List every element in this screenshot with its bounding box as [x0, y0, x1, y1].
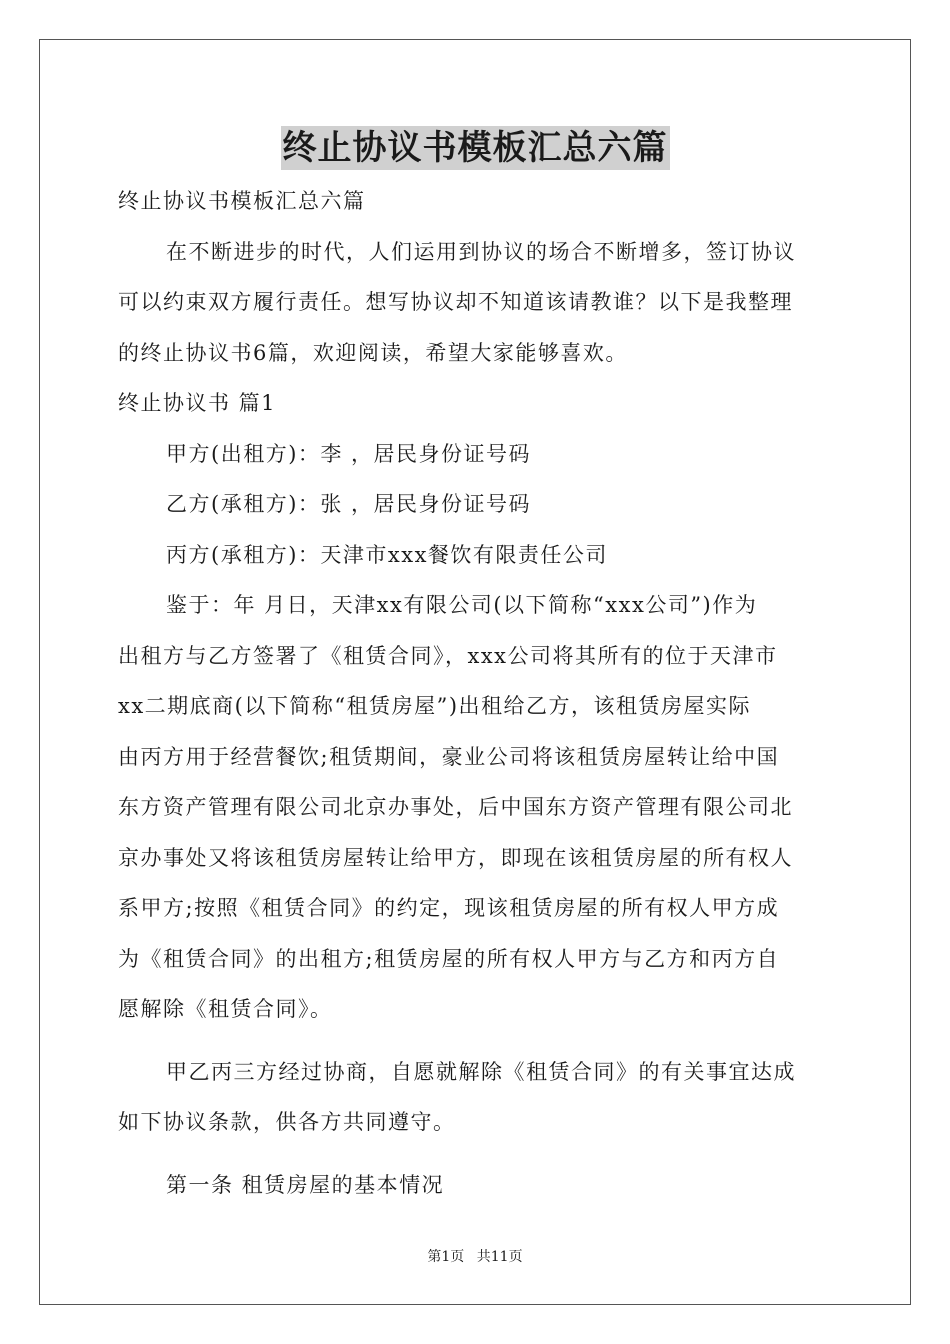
agreement-line: 甲乙丙三方经过协商，自愿就解除《租赁合同》的有关事宜达成 — [166, 1059, 796, 1084]
whereas-line: 京办事处又将该租赁房屋转让给甲方，即现在该租赁房屋的所有权人 — [118, 845, 793, 870]
document-title: 终止协议书模板汇总六篇 — [282, 128, 668, 168]
whereas-line: 愿解除《租赁合同》。 — [118, 997, 333, 1021]
section-heading: 终止协议书 篇1 — [118, 391, 277, 415]
whereas-line: 鉴于：年 月日，天津xx有限公司(以下简称“xxx公司”)作为 — [166, 593, 758, 617]
page-footer — [0, 1247, 950, 1267]
article-heading: 第一条 租赁房屋的基本情况 — [166, 1172, 445, 1197]
title-container — [0, 126, 950, 170]
intro-line: 在不断进步的时代，人们运用到协议的场合不断增多，签订协议 — [166, 239, 796, 264]
party-line: 乙方(承租方)：张 ，居民身份证号码 — [166, 492, 532, 516]
intro-line: 的终止协议书6篇，欢迎阅读，希望大家能够喜欢。 — [118, 340, 628, 365]
subtitle: 终止协议书模板汇总六篇 — [118, 189, 366, 213]
agreement-line: 如下协议条款，供各方共同遵守。 — [118, 1110, 456, 1134]
whereas-line: 东方资产管理有限公司北京办事处，后中国东方资产管理有限公司北 — [118, 795, 793, 819]
page-total: 共11页 — [476, 1249, 523, 1265]
whereas-line: 出租方与乙方签署了《租赁合同》，xxx公司将其所有的位于天津市 — [118, 643, 778, 668]
party-line: 丙方(承租方)：天津市xxx餐饮有限责任公司 — [166, 542, 608, 567]
whereas-line: 为《租赁合同》的出租方;租赁房屋的所有权人甲方与乙方和丙方自 — [118, 946, 780, 971]
document-body — [118, 176, 834, 1210]
whereas-line: 由丙方用于经营餐饮;租赁期间，豪业公司将该租赁房屋转让给中国 — [118, 744, 780, 769]
party-line: 甲方(出租方)：李 ，居民身份证号码 — [166, 441, 532, 466]
whereas-line: xx二期底商(以下简称“租赁房屋”)出租给乙方，该租赁房屋实际 — [118, 694, 752, 718]
intro-line: 可以约束双方履行责任。想写协议却不知道该请教谁？以下是我整理 — [118, 290, 793, 314]
page-number: 第1页 — [427, 1249, 465, 1265]
whereas-line: 系甲方;按照《租赁合同》的约定，现该租赁房屋的所有权人甲方成 — [118, 896, 780, 920]
